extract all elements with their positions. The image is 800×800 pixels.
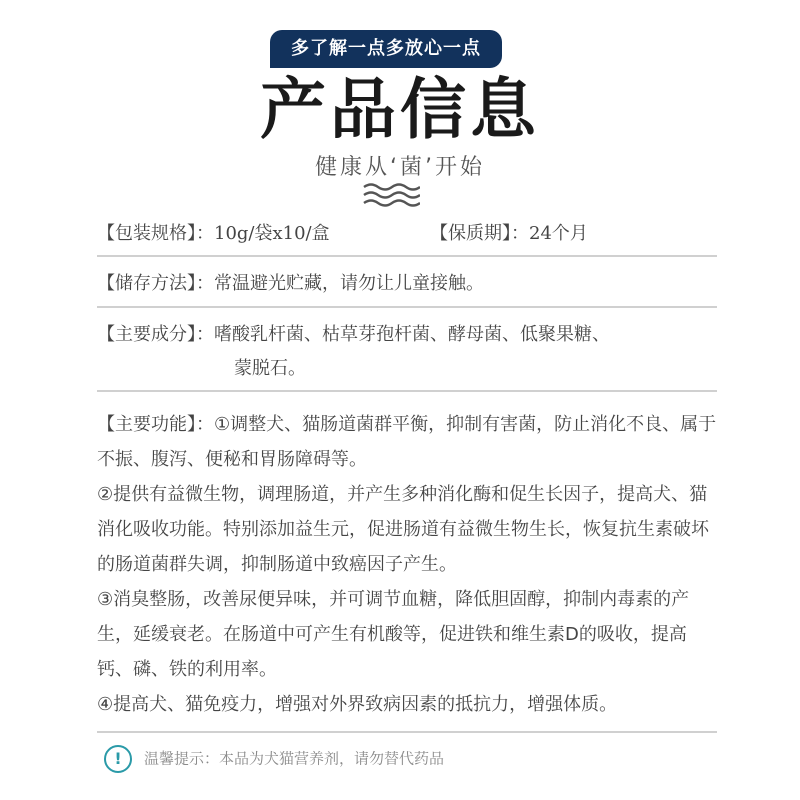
header-banner: 多了解一点多放心一点 (270, 30, 502, 68)
shelf-life-value: 24个月 (529, 223, 588, 244)
function-item-2: ②提供有益微生物，调理肠道，并产生多种消化酶和促生长因子，提高犬、猫消化吸收功能。特别添加益生元，促进肠道有益微生物生长，恢复抗生素破坏的肠道菌群失调，抑制肠道中致癌因子产生。 (97, 484, 709, 575)
ingredients-value-line2: 蒙脱石。 (234, 358, 306, 379)
spec-shelf-life (430, 220, 588, 248)
exclamation-icon: ! (104, 745, 132, 773)
packaging-value: 10g/袋x10/盒 (214, 223, 330, 244)
packaging-label: 【包装规格】： (97, 223, 214, 244)
ingredients-value-line1: 嗜酸乳杆菌、枯草芽孢杆菌、酵母菌、低聚果糖、 (214, 324, 610, 345)
spec-ingredients (97, 318, 717, 386)
divider (97, 390, 717, 392)
function-item-1 (97, 407, 717, 477)
divider (97, 731, 717, 733)
function-item-4: ④提高犬、猫免疫力，增强对外界致病因素的抵抗力，增强体质。 (97, 694, 618, 715)
warm-tip (104, 742, 444, 774)
page-subtitle: 健康从‘菌’开始 (315, 155, 485, 180)
divider (97, 306, 717, 308)
divider (97, 255, 717, 257)
spec-packaging (97, 220, 717, 248)
function-text-1: ①调整犬、猫肠道菌群平衡，抑制有害菌，防止消化不良、属于不振、腹泻、便秘和胃肠障碍等。 (97, 414, 717, 470)
storage-value: 常温避光贮藏，请勿让儿童接触。 (214, 273, 484, 294)
tip-text: 温馨提示：本品为犬猫营养剂，请勿替代药品 (144, 749, 445, 768)
page-title: 产品信息 (260, 71, 540, 148)
functions-section (97, 407, 717, 722)
shelf-life-label: 【保质期】： (430, 223, 529, 244)
function-item-3: ③消臭整肠，改善尿便异味，并可调节血糖，降低胆固醇，抑制内毒素的产生，延缓衰老。在肠道中可产生有机酸等，促进铁和维生素D的吸收，提高钙、磷、铁的利用率。 (97, 589, 690, 680)
spec-storage (97, 270, 717, 298)
functions-label: 【主要功能】： (97, 414, 214, 435)
wave-icon (362, 182, 420, 208)
storage-label: 【储存方法】： (97, 273, 214, 294)
ingredients-label: 【主要成分】： (97, 324, 214, 345)
